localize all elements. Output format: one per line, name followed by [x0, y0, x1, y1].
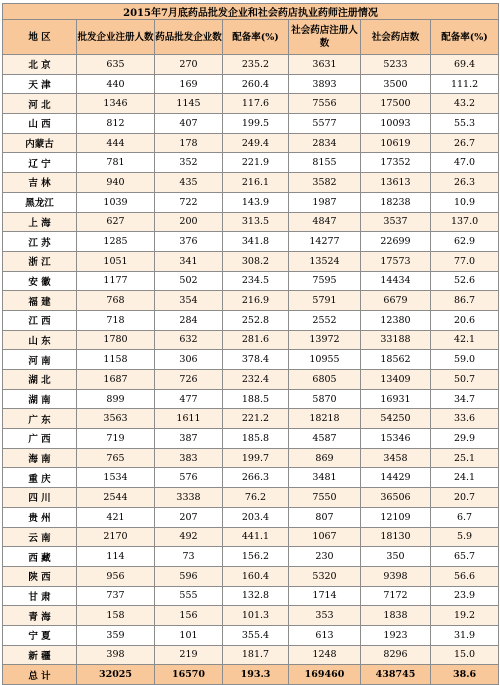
- wholesale-registered-cell: 1177: [77, 271, 155, 291]
- wholesale-registered-cell: 635: [77, 55, 155, 75]
- wholesale-registered-cell: 627: [77, 212, 155, 232]
- wholesale-registered-cell: 899: [77, 389, 155, 409]
- wholesale-enterprises-cell: 722: [155, 192, 223, 212]
- wholesale-registered-cell: 737: [77, 586, 155, 606]
- table-row: [3, 566, 499, 586]
- table-row: [3, 370, 499, 390]
- wholesale-rate-cell: 308.2: [223, 251, 289, 271]
- table-body: [3, 55, 499, 685]
- pharmacy-count-cell: 14429: [361, 468, 431, 488]
- table-row: [3, 330, 499, 350]
- wholesale-registered-cell: 1534: [77, 468, 155, 488]
- wholesale-registered-cell: 1158: [77, 350, 155, 370]
- pharmacy-count-cell: 17573: [361, 251, 431, 271]
- wholesale-rate-cell: 232.4: [223, 370, 289, 390]
- wholesale-enterprises-cell: 3338: [155, 488, 223, 508]
- pharmacy-rate-cell: 52.6: [431, 271, 499, 291]
- wholesale-registered-cell: 2170: [77, 527, 155, 547]
- pharmacy-count-cell: 33188: [361, 330, 431, 350]
- pharmacy-rate-cell: 5.9: [431, 527, 499, 547]
- table-row: [3, 74, 499, 94]
- wholesale-rate-cell: 378.4: [223, 350, 289, 370]
- wholesale-rate-cell: 313.5: [223, 212, 289, 232]
- wholesale-rate-cell: 203.4: [223, 507, 289, 527]
- pharmacy-count-cell: 10093: [361, 114, 431, 134]
- pharmacy-count-cell: 14434: [361, 271, 431, 291]
- table-row: [3, 389, 499, 409]
- total-wholesale-enterprises-cell: 16570: [155, 665, 223, 685]
- pharmacy-rate-cell: 111.2: [431, 74, 499, 94]
- pharmacy-count-cell: 17500: [361, 94, 431, 114]
- wholesale-registered-cell: 421: [77, 507, 155, 527]
- wholesale-enterprises-cell: 101: [155, 625, 223, 645]
- pharmacy-rate-cell: 50.7: [431, 370, 499, 390]
- pharmacy-rate-cell: 15.0: [431, 645, 499, 665]
- pharmacy-registered-cell: 5320: [289, 566, 361, 586]
- table-row: [3, 606, 499, 626]
- region-cell: 西 藏: [3, 547, 77, 567]
- table-row: [3, 114, 499, 134]
- wholesale-registered-cell: 2544: [77, 488, 155, 508]
- wholesale-rate-cell: 199.7: [223, 448, 289, 468]
- pharmacy-registered-cell: 3631: [289, 55, 361, 75]
- wholesale-enterprises-cell: 492: [155, 527, 223, 547]
- pharmacy-registered-cell: 1067: [289, 527, 361, 547]
- wholesale-rate-cell: 117.6: [223, 94, 289, 114]
- wholesale-registered-cell: 1051: [77, 251, 155, 271]
- total-pharmacy-registered-cell: 169460: [289, 665, 361, 685]
- pharmacy-rate-cell: 19.2: [431, 606, 499, 626]
- pharmacy-rate-cell: 43.2: [431, 94, 499, 114]
- table-row: [3, 153, 499, 173]
- region-cell: 内蒙古: [3, 133, 77, 153]
- pharmacy-registered-cell: 10955: [289, 350, 361, 370]
- table-row: [3, 429, 499, 449]
- wholesale-enterprises-cell: 1145: [155, 94, 223, 114]
- pharmacy-count-cell: 17352: [361, 153, 431, 173]
- table-row: [3, 232, 499, 252]
- pharmacy-count-cell: 12109: [361, 507, 431, 527]
- pharmacy-count-cell: 8296: [361, 645, 431, 665]
- wholesale-rate-cell: 260.4: [223, 74, 289, 94]
- wholesale-rate-cell: 355.4: [223, 625, 289, 645]
- wholesale-enterprises-cell: 352: [155, 153, 223, 173]
- pharmacy-count-cell: 15346: [361, 429, 431, 449]
- pharmacy-registered-cell: 1714: [289, 586, 361, 606]
- wholesale-enterprises-cell: 1611: [155, 409, 223, 429]
- pharmacy-rate-cell: 6.7: [431, 507, 499, 527]
- wholesale-rate-cell: 76.2: [223, 488, 289, 508]
- wholesale-enterprises-cell: 156: [155, 606, 223, 626]
- wholesale-enterprises-cell: 284: [155, 310, 223, 330]
- wholesale-enterprises-cell: 407: [155, 114, 223, 134]
- header-row: [3, 20, 499, 55]
- wholesale-rate-cell: 249.4: [223, 133, 289, 153]
- wholesale-rate-cell: 221.2: [223, 409, 289, 429]
- header-pharmacy-registered: 社会药店注册人数: [289, 20, 361, 55]
- pharmacy-rate-cell: 25.1: [431, 448, 499, 468]
- wholesale-enterprises-cell: 306: [155, 350, 223, 370]
- wholesale-enterprises-cell: 383: [155, 448, 223, 468]
- pharmacy-count-cell: 13613: [361, 173, 431, 193]
- pharmacy-count-cell: 13409: [361, 370, 431, 390]
- table-row: [3, 192, 499, 212]
- wholesale-enterprises-cell: 354: [155, 291, 223, 311]
- wholesale-enterprises-cell: 219: [155, 645, 223, 665]
- pharmacy-count-cell: 3500: [361, 74, 431, 94]
- pharmacy-count-cell: 12380: [361, 310, 431, 330]
- region-cell: 青 海: [3, 606, 77, 626]
- wholesale-registered-cell: 718: [77, 310, 155, 330]
- pharmacy-rate-cell: 47.0: [431, 153, 499, 173]
- wholesale-registered-cell: 1687: [77, 370, 155, 390]
- pharmacy-count-cell: 5233: [361, 55, 431, 75]
- pharmacy-registered-cell: 1248: [289, 645, 361, 665]
- region-cell: 云 南: [3, 527, 77, 547]
- pharmacy-rate-cell: 65.7: [431, 547, 499, 567]
- wholesale-enterprises-cell: 632: [155, 330, 223, 350]
- wholesale-registered-cell: 359: [77, 625, 155, 645]
- region-cell: 浙 江: [3, 251, 77, 271]
- pharmacy-count-cell: 3537: [361, 212, 431, 232]
- table-row: [3, 94, 499, 114]
- region-cell: 四 川: [3, 488, 77, 508]
- pharmacy-count-cell: 1838: [361, 606, 431, 626]
- table-row: [3, 625, 499, 645]
- pharmacy-registered-cell: 5870: [289, 389, 361, 409]
- table-row: [3, 645, 499, 665]
- wholesale-registered-cell: 1780: [77, 330, 155, 350]
- region-cell: 河 北: [3, 94, 77, 114]
- table-row: [3, 251, 499, 271]
- wholesale-rate-cell: 160.4: [223, 566, 289, 586]
- wholesale-enterprises-cell: 726: [155, 370, 223, 390]
- pharmacy-rate-cell: 86.7: [431, 291, 499, 311]
- pharmacy-registered-cell: 6805: [289, 370, 361, 390]
- region-cell: 河 南: [3, 350, 77, 370]
- wholesale-rate-cell: 341.8: [223, 232, 289, 252]
- region-cell: 湖 南: [3, 389, 77, 409]
- wholesale-registered-cell: 398: [77, 645, 155, 665]
- pharmacy-rate-cell: 26.7: [431, 133, 499, 153]
- wholesale-rate-cell: 216.1: [223, 173, 289, 193]
- table-row: [3, 488, 499, 508]
- pharmacy-registered-cell: 7550: [289, 488, 361, 508]
- pharmacy-registered-cell: 3582: [289, 173, 361, 193]
- wholesale-enterprises-cell: 576: [155, 468, 223, 488]
- table-row: [3, 133, 499, 153]
- pharmacy-rate-cell: 20.6: [431, 310, 499, 330]
- table-row: [3, 527, 499, 547]
- wholesale-enterprises-cell: 341: [155, 251, 223, 271]
- wholesale-enterprises-cell: 435: [155, 173, 223, 193]
- region-cell: 山 西: [3, 114, 77, 134]
- pharmacy-rate-cell: 62.9: [431, 232, 499, 252]
- region-cell: 黑龙江: [3, 192, 77, 212]
- wholesale-enterprises-cell: 376: [155, 232, 223, 252]
- wholesale-rate-cell: 185.8: [223, 429, 289, 449]
- wholesale-enterprises-cell: 169: [155, 74, 223, 94]
- region-cell: 天 津: [3, 74, 77, 94]
- pharmacy-rate-cell: 29.9: [431, 429, 499, 449]
- wholesale-enterprises-cell: 596: [155, 566, 223, 586]
- pharmacy-registered-cell: 869: [289, 448, 361, 468]
- wholesale-registered-cell: 444: [77, 133, 155, 153]
- pharmacy-rate-cell: 59.0: [431, 350, 499, 370]
- total-wholesale-rate-cell: 193.3: [223, 665, 289, 685]
- pharmacy-registered-cell: 3481: [289, 468, 361, 488]
- region-cell: 北 京: [3, 55, 77, 75]
- pharmacy-rate-cell: 69.4: [431, 55, 499, 75]
- table-row: [3, 212, 499, 232]
- region-cell: 重 庆: [3, 468, 77, 488]
- registration-table: [2, 3, 499, 685]
- header-pharmacy-count: 社会药店数: [361, 20, 431, 55]
- pharmacy-registered-cell: 613: [289, 625, 361, 645]
- wholesale-rate-cell: 266.3: [223, 468, 289, 488]
- pharmacy-registered-cell: 230: [289, 547, 361, 567]
- wholesale-enterprises-cell: 387: [155, 429, 223, 449]
- table-row: [3, 55, 499, 75]
- region-cell: 山 东: [3, 330, 77, 350]
- pharmacy-registered-cell: 1987: [289, 192, 361, 212]
- table-row: [3, 547, 499, 567]
- wholesale-rate-cell: 143.9: [223, 192, 289, 212]
- pharmacy-rate-cell: 31.9: [431, 625, 499, 645]
- pharmacy-rate-cell: 10.9: [431, 192, 499, 212]
- table-title: 2015年7月底药品批发企业和社会药店执业药师注册情况: [3, 4, 499, 20]
- table-row: [3, 291, 499, 311]
- wholesale-rate-cell: 199.5: [223, 114, 289, 134]
- region-cell: 甘 肃: [3, 586, 77, 606]
- wholesale-enterprises-cell: 270: [155, 55, 223, 75]
- pharmacy-registered-cell: 3893: [289, 74, 361, 94]
- pharmacy-registered-cell: 18218: [289, 409, 361, 429]
- pharmacy-registered-cell: 807: [289, 507, 361, 527]
- wholesale-registered-cell: 956: [77, 566, 155, 586]
- wholesale-rate-cell: 281.6: [223, 330, 289, 350]
- wholesale-rate-cell: 132.8: [223, 586, 289, 606]
- wholesale-rate-cell: 234.5: [223, 271, 289, 291]
- region-cell: 海 南: [3, 448, 77, 468]
- wholesale-enterprises-cell: 207: [155, 507, 223, 527]
- pharmacy-rate-cell: 34.7: [431, 389, 499, 409]
- pharmacy-count-cell: 18562: [361, 350, 431, 370]
- region-cell: 吉 林: [3, 173, 77, 193]
- wholesale-registered-cell: 3563: [77, 409, 155, 429]
- pharmacy-rate-cell: 26.3: [431, 173, 499, 193]
- region-cell: 贵 州: [3, 507, 77, 527]
- total-region-cell: 总 计: [3, 665, 77, 685]
- region-cell: 广 东: [3, 409, 77, 429]
- region-cell: 广 西: [3, 429, 77, 449]
- wholesale-rate-cell: 235.2: [223, 55, 289, 75]
- wholesale-enterprises-cell: 200: [155, 212, 223, 232]
- pharmacy-registered-cell: 7556: [289, 94, 361, 114]
- total-wholesale-registered-cell: 32025: [77, 665, 155, 685]
- pharmacy-rate-cell: 23.9: [431, 586, 499, 606]
- pharmacy-registered-cell: 8155: [289, 153, 361, 173]
- wholesale-rate-cell: 441.1: [223, 527, 289, 547]
- wholesale-registered-cell: 940: [77, 173, 155, 193]
- wholesale-registered-cell: 1346: [77, 94, 155, 114]
- table-row: [3, 586, 499, 606]
- pharmacy-count-cell: 7172: [361, 586, 431, 606]
- region-cell: 安 徽: [3, 271, 77, 291]
- pharmacy-count-cell: 22699: [361, 232, 431, 252]
- header-wholesale-enterprises: 药品批发企业数: [155, 20, 223, 55]
- region-cell: 新 疆: [3, 645, 77, 665]
- region-cell: 江 苏: [3, 232, 77, 252]
- wholesale-enterprises-cell: 178: [155, 133, 223, 153]
- region-cell: 陕 西: [3, 566, 77, 586]
- region-cell: 辽 宁: [3, 153, 77, 173]
- wholesale-rate-cell: 188.5: [223, 389, 289, 409]
- pharmacy-count-cell: 16931: [361, 389, 431, 409]
- wholesale-enterprises-cell: 73: [155, 547, 223, 567]
- wholesale-registered-cell: 1285: [77, 232, 155, 252]
- wholesale-enterprises-cell: 502: [155, 271, 223, 291]
- header-region: 地 区: [3, 20, 77, 55]
- pharmacy-count-cell: 350: [361, 547, 431, 567]
- total-pharmacy-count-cell: 438745: [361, 665, 431, 685]
- total-pharmacy-rate-cell: 38.6: [431, 665, 499, 685]
- pharmacy-registered-cell: 4587: [289, 429, 361, 449]
- pharmacy-registered-cell: 4847: [289, 212, 361, 232]
- pharmacy-rate-cell: 137.0: [431, 212, 499, 232]
- pharmacy-rate-cell: 42.1: [431, 330, 499, 350]
- wholesale-registered-cell: 781: [77, 153, 155, 173]
- region-cell: 福 建: [3, 291, 77, 311]
- pharmacy-registered-cell: 7595: [289, 271, 361, 291]
- pharmacy-count-cell: 1923: [361, 625, 431, 645]
- pharmacy-count-cell: 10619: [361, 133, 431, 153]
- pharmacy-count-cell: 36506: [361, 488, 431, 508]
- wholesale-rate-cell: 252.8: [223, 310, 289, 330]
- wholesale-rate-cell: 101.3: [223, 606, 289, 626]
- wholesale-registered-cell: 1039: [77, 192, 155, 212]
- region-cell: 上 海: [3, 212, 77, 232]
- wholesale-registered-cell: 812: [77, 114, 155, 134]
- pharmacy-count-cell: 18238: [361, 192, 431, 212]
- pharmacy-registered-cell: 5577: [289, 114, 361, 134]
- pharmacy-count-cell: 6679: [361, 291, 431, 311]
- region-cell: 宁 夏: [3, 625, 77, 645]
- wholesale-rate-cell: 181.7: [223, 645, 289, 665]
- wholesale-rate-cell: 221.9: [223, 153, 289, 173]
- pharmacy-registered-cell: 353: [289, 606, 361, 626]
- table-row: [3, 310, 499, 330]
- wholesale-registered-cell: 719: [77, 429, 155, 449]
- total-row: [3, 665, 499, 685]
- pharmacy-count-cell: 54250: [361, 409, 431, 429]
- wholesale-rate-cell: 156.2: [223, 547, 289, 567]
- header-pharmacy-rate: 配备率(%): [431, 20, 499, 55]
- pharmacy-count-cell: 18130: [361, 527, 431, 547]
- pharmacy-registered-cell: 5791: [289, 291, 361, 311]
- header-wholesale-registered: 批发企业注册人数: [77, 20, 155, 55]
- region-cell: 江 西: [3, 310, 77, 330]
- wholesale-registered-cell: 440: [77, 74, 155, 94]
- region-cell: 湖 北: [3, 370, 77, 390]
- pharmacy-count-cell: 9398: [361, 566, 431, 586]
- table-row: [3, 271, 499, 291]
- header-wholesale-rate: 配备率(%): [223, 20, 289, 55]
- pharmacy-rate-cell: 77.0: [431, 251, 499, 271]
- pharmacy-registered-cell: 13524: [289, 251, 361, 271]
- table-row: [3, 468, 499, 488]
- table-row: [3, 350, 499, 370]
- wholesale-registered-cell: 765: [77, 448, 155, 468]
- pharmacy-rate-cell: 24.1: [431, 468, 499, 488]
- pharmacy-rate-cell: 33.6: [431, 409, 499, 429]
- pharmacy-registered-cell: 13972: [289, 330, 361, 350]
- pharmacy-count-cell: 3458: [361, 448, 431, 468]
- pharmacy-rate-cell: 55.3: [431, 114, 499, 134]
- pharmacy-registered-cell: 14277: [289, 232, 361, 252]
- wholesale-registered-cell: 768: [77, 291, 155, 311]
- wholesale-enterprises-cell: 555: [155, 586, 223, 606]
- wholesale-registered-cell: 158: [77, 606, 155, 626]
- wholesale-enterprises-cell: 477: [155, 389, 223, 409]
- table-row: [3, 173, 499, 193]
- pharmacy-rate-cell: 56.6: [431, 566, 499, 586]
- wholesale-rate-cell: 216.9: [223, 291, 289, 311]
- table-row: [3, 448, 499, 468]
- table-row: [3, 507, 499, 527]
- wholesale-registered-cell: 114: [77, 547, 155, 567]
- pharmacy-registered-cell: 2552: [289, 310, 361, 330]
- pharmacy-registered-cell: 2834: [289, 133, 361, 153]
- pharmacy-rate-cell: 20.7: [431, 488, 499, 508]
- table-row: [3, 409, 499, 429]
